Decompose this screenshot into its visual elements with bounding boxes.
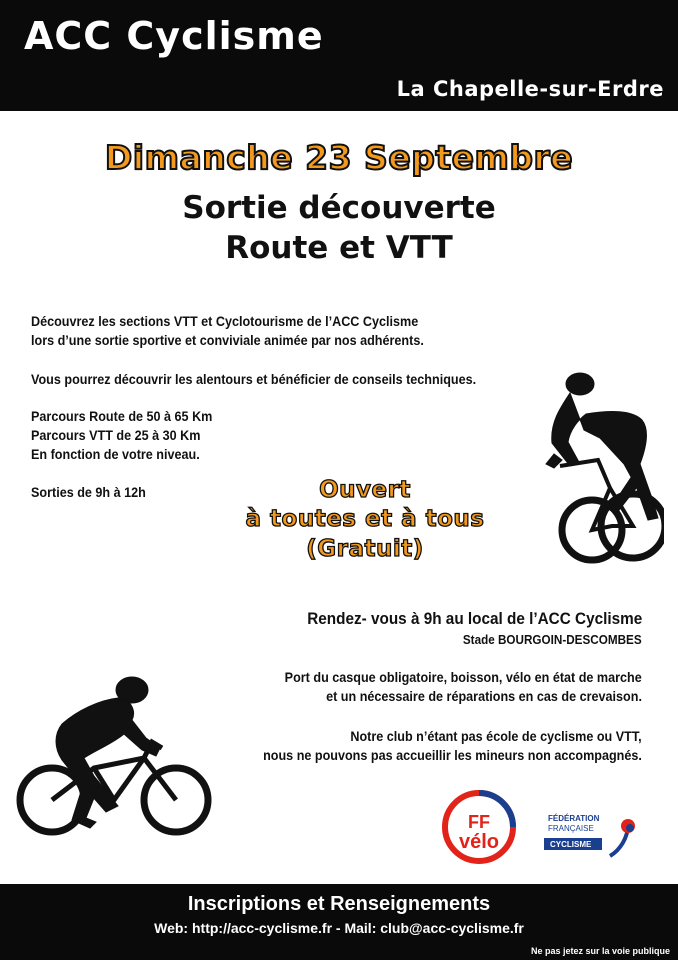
event-subtitle-line1: Sortie découverte — [182, 190, 496, 226]
event-date: Dimanche 23 Septembre — [104, 138, 574, 177]
ffvelo-velo-text: vélo — [458, 831, 500, 853]
footer-title: Inscriptions et Renseignements — [187, 893, 491, 915]
minors-line2: nous ne pouvons pas accueillir les mineurs non accompagnés. — [263, 747, 642, 763]
ffvelo-ff-text: FF — [468, 812, 490, 832]
meeting-line2: Stade BOURGOIN-DESCOMBES — [463, 632, 642, 647]
meeting-line1: Rendez- vous à 9h au local de l’ACC Cyclisme — [306, 609, 642, 628]
ffc-line3: CYCLISME — [550, 840, 592, 849]
intro-line3: Vous pourrez découvrir les alentours et bénéficier de conseils techniques. — [31, 371, 477, 387]
ffc-logo — [544, 812, 644, 862]
minors-line1: Notre club n’étant pas école de cyclisme ou VTT, — [350, 728, 642, 744]
route-mtb: Parcours VTT de 25 à 30 Km — [31, 427, 201, 443]
ffc-line2: FRANÇAISE — [548, 824, 594, 833]
footer-notice: Ne pas jetez sur la voie publique — [530, 946, 670, 956]
footer-contact: Web: http://acc-cyclisme.fr - Mail: club@acc-cyclisme.fr — [154, 920, 524, 936]
intro-line2: lors d’une sortie sportive et conviviale animée par nos adhérents. — [31, 332, 424, 348]
ffc-line1: FÉDÉRATION — [548, 814, 600, 823]
road-cyclist-silhouette-icon — [540, 368, 664, 570]
event-subtitle-line2: Route et VTT — [225, 230, 453, 266]
intro-line1: Découvrez les sections VTT et Cyclotourisme de l’ACC Cyclisme — [31, 313, 419, 329]
open-line2: à toutes et à tous — [245, 506, 485, 532]
route-hours: Sorties de 9h à 12h — [31, 484, 146, 500]
ffvelo-logo — [440, 788, 518, 866]
route-level: En fonction de votre niveau. — [31, 446, 200, 462]
open-line3: (Gratuit) — [306, 536, 424, 562]
club-title: ACC Cyclisme — [24, 14, 324, 58]
open-line1: Ouvert — [319, 477, 411, 503]
requirements-line2: et un nécessaire de réparations en cas de crevaison. — [326, 688, 642, 704]
requirements-line1: Port du casque obligatoire, boisson, vélo en état de marche — [284, 669, 642, 685]
club-location: La Chapelle-sur-Erdre — [396, 77, 664, 101]
ffc-swoosh-icon — [606, 816, 642, 860]
mountain-bike-cyclist-silhouette-icon — [14, 672, 214, 842]
route-road: Parcours Route de 50 à 65 Km — [31, 408, 213, 424]
